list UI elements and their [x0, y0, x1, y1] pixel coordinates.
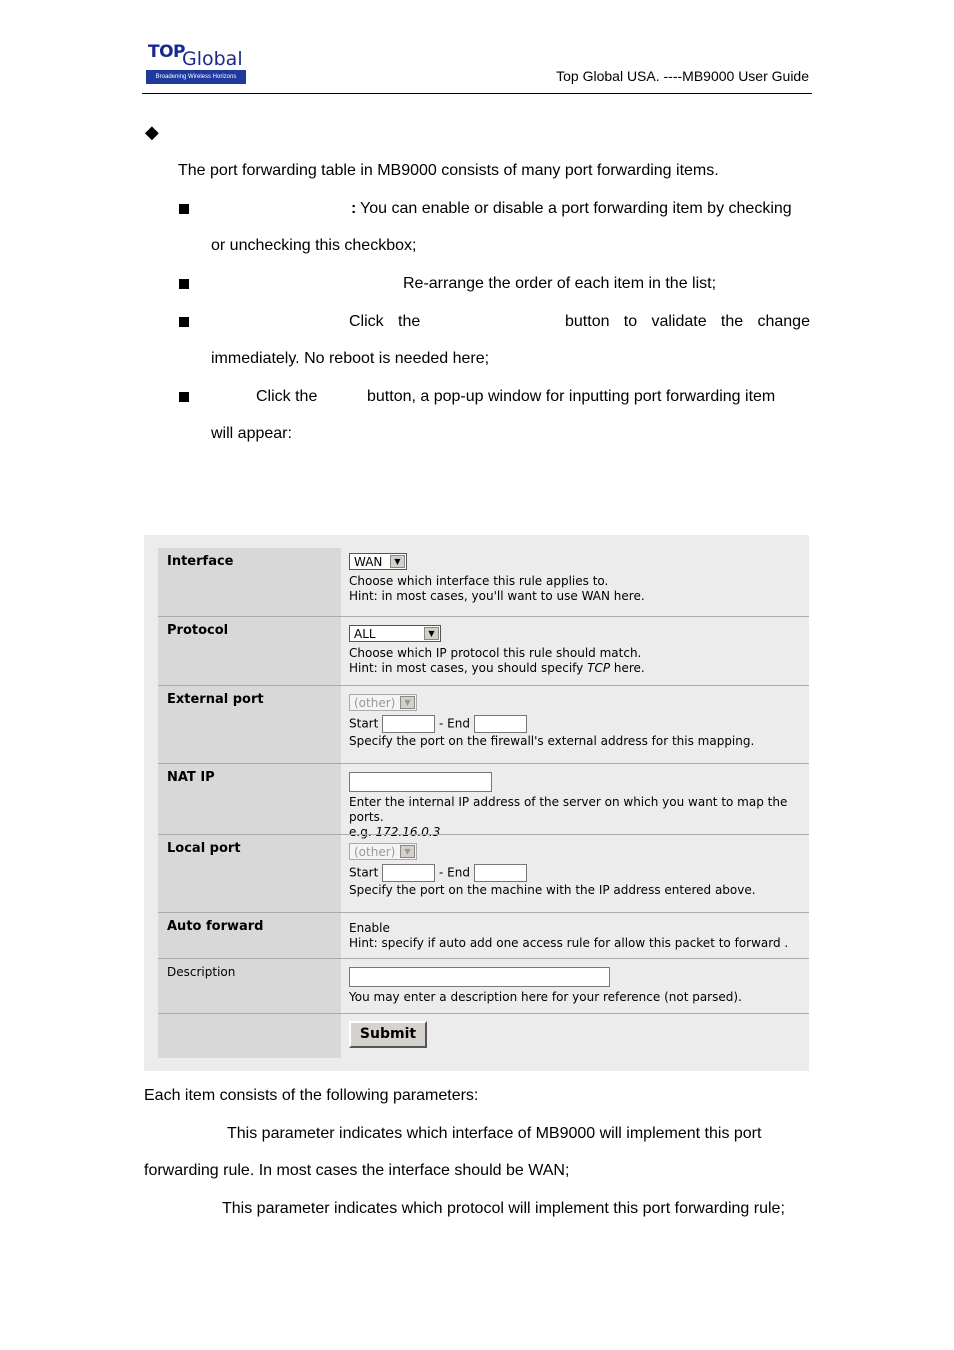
interface-row [158, 548, 809, 616]
header-divider [142, 93, 812, 94]
bullet1-line1: You can enable or disable a port forwarding item by checking [360, 200, 792, 217]
bullet3-word: change [757, 313, 810, 330]
square-bullet-icon [179, 317, 189, 327]
protocol-row [158, 616, 809, 685]
bullet2-text: Re-arrange the order of each item in the list; [403, 275, 717, 292]
external-start-input[interactable] [382, 715, 435, 733]
square-bullet-icon [179, 204, 189, 214]
nat-ip-row [158, 763, 809, 839]
external-start-label: Start [349, 716, 379, 731]
interface-select-value: WAN [354, 555, 383, 569]
bullet3-line2: immediately. No reboot is needed here; [211, 350, 490, 367]
logo-tagline: Broadening Wireless Horizons [146, 70, 246, 84]
logo-global-text: Global [182, 48, 243, 70]
nat-ip-example-prefix: e.g. [349, 825, 372, 839]
bullet3-word: the [720, 313, 744, 330]
intro-text: The port forwarding table in MB9000 consists of many port forwarding items. [178, 162, 719, 179]
local-start-label: Start [349, 865, 379, 880]
external-port-select[interactable] [349, 694, 417, 711]
diamond-bullet-icon: ◆ [145, 122, 159, 142]
local-start-input[interactable] [382, 864, 435, 882]
bullet3-word: button [565, 313, 610, 330]
chevron-down-icon: ▼ [400, 696, 415, 709]
bullet3-the: the [398, 313, 421, 330]
nat-ip-input[interactable] [349, 772, 492, 792]
bullet3-word: validate [651, 313, 707, 330]
auto-forward-hint: Hint: specify if auto add one access rule for allow this packet to forward . [349, 936, 789, 950]
description-desc: You may enter a description here for your reference (not parsed). [349, 990, 742, 1004]
external-end-label: - End [438, 716, 470, 731]
bullet3-word: to [623, 313, 638, 330]
nat-ip-label: NAT IP [167, 770, 215, 785]
external-port-desc: Specify the port on the firewall's external address for this mapping. [349, 734, 755, 748]
auto-forward-row [158, 912, 809, 959]
params-intro: Each item consists of the following parameters: [144, 1087, 479, 1104]
bullet1-line2: or unchecking this checkbox; [211, 237, 417, 254]
bullet4-line2: will appear: [211, 425, 292, 442]
protocol-label: Protocol [167, 623, 229, 638]
guide-title: Top Global USA. ----MB9000 User Guide [556, 68, 809, 84]
param-interface-line2: forwarding rule. In most cases the interface should be WAN; [144, 1162, 570, 1179]
bullet1-colon: : [351, 200, 357, 217]
description-row [158, 958, 809, 1014]
external-port-select-value: (other) [354, 696, 396, 710]
port-forward-form [144, 535, 809, 1071]
nat-ip-desc: Enter the internal IP address of the server on which you want to map the ports. [349, 795, 788, 824]
external-port-label: External port [167, 692, 264, 707]
local-end-input[interactable] [474, 864, 527, 882]
chevron-down-icon: ▼ [424, 627, 439, 640]
bullet3-line1-rest [565, 312, 810, 332]
square-bullet-icon [179, 392, 189, 402]
protocol-hint-tcp: TCP [587, 661, 611, 675]
nat-ip-example-value: 172.16.0.3 [375, 825, 441, 839]
param-interface-line1: This parameter indicates which interface of MB9000 will implement this port [227, 1125, 762, 1142]
interface-select[interactable] [349, 553, 407, 570]
top-global-logo [146, 42, 248, 88]
local-port-label: Local port [167, 841, 241, 856]
submit-button[interactable]: Submit [349, 1021, 427, 1048]
chevron-down-icon: ▼ [400, 845, 415, 858]
bullet3-click: Click [349, 313, 384, 330]
protocol-select-value: ALL [354, 627, 376, 641]
auto-forward-label: Auto forward [167, 919, 264, 934]
auto-forward-enable[interactable]: Enable [349, 921, 390, 935]
local-end-label: - End [438, 865, 470, 880]
local-port-select-value: (other) [354, 845, 396, 859]
submit-row [158, 1013, 809, 1058]
chevron-down-icon: ▼ [390, 555, 405, 568]
local-port-select[interactable] [349, 843, 417, 860]
interface-label: Interface [167, 554, 234, 569]
bullet4-click-the: Click the [256, 388, 318, 405]
description-label: Description [167, 965, 236, 979]
protocol-hint-text: Hint: in most cases, you should specify [349, 661, 584, 675]
protocol-desc: Choose which IP protocol this rule should match. [349, 646, 642, 660]
bullet4-line1: button, a pop-up window for inputting port forwarding item [367, 388, 776, 405]
local-port-row [158, 834, 809, 913]
interface-desc: Choose which interface this rule applies to. [349, 574, 609, 588]
description-input[interactable] [349, 967, 610, 987]
square-bullet-icon [179, 279, 189, 289]
external-end-input[interactable] [474, 715, 527, 733]
param-protocol: This parameter indicates which protocol will implement this port forwarding rule; [222, 1200, 785, 1217]
protocol-hint-end: here. [613, 661, 645, 675]
interface-hint: Hint: in most cases, you'll want to use WAN here. [349, 589, 645, 603]
logo-top-text: TOP [148, 42, 186, 62]
external-port-row [158, 685, 809, 764]
local-port-desc: Specify the port on the machine with the IP address entered above. [349, 883, 756, 897]
protocol-select[interactable] [349, 625, 441, 642]
protocol-hint [349, 661, 809, 676]
